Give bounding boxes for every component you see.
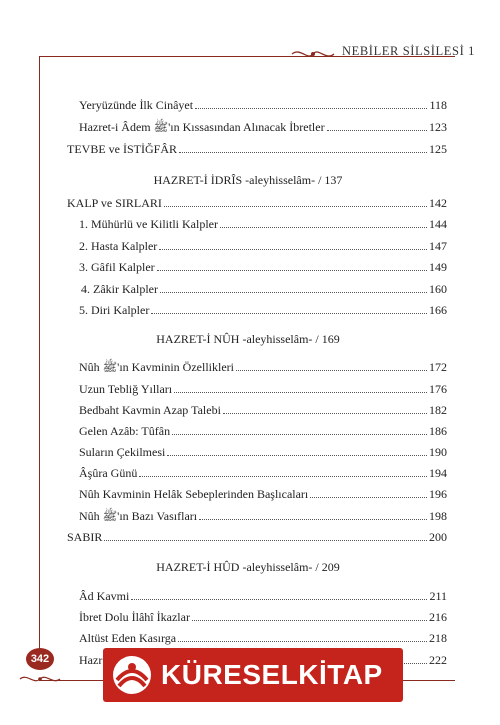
toc-entry[interactable]: Bedbaht Kavmin Azap Talebi 182 — [79, 403, 447, 417]
ornament-icon — [290, 47, 336, 61]
toc-entry[interactable]: 2. Hasta Kalpler 147 — [79, 239, 447, 253]
toc-entry[interactable]: 5. Diri Kalpler 166 — [79, 303, 447, 317]
section-heading: HAZRET-İ İDRÎS -aleyhisselâm- / 137 — [153, 173, 343, 187]
toc-entry[interactable]: Nûh Kavminin Helâk Sebeplerinden Başlıcaları 196 — [79, 487, 447, 501]
toc-entry[interactable]: 1. Mühürlü ve Kilitli Kalpler 144 — [79, 217, 447, 231]
toc-entry[interactable]: SABIR 200 — [67, 530, 447, 544]
toc-entry[interactable]: Suların Çekilmesi 190 — [79, 445, 447, 459]
globe-logo-icon — [113, 656, 151, 694]
watermark-text: KÜRESELKİTAP — [161, 659, 383, 690]
toc-entry[interactable]: İbret Dolu İlâhî İkazlar 216 — [79, 610, 447, 624]
toc-entry[interactable]: Gelen Azâb: Tûfân 186 — [79, 424, 447, 438]
toc-entry[interactable]: KALP ve SIRLARI 142 — [67, 196, 447, 210]
toc-entry[interactable]: TEVBE ve İSTİĞFÂR 125 — [67, 142, 447, 156]
toc-entry[interactable]: Nûh ﷺ'ın Bazı Vasıfları 198 — [79, 509, 447, 523]
watermark-banner — [103, 648, 403, 702]
page-number-badge: 342 — [26, 648, 54, 670]
section-heading: HAZRET-İ NÛH -aleyhisselâm- / 169 — [156, 332, 340, 346]
toc-entry[interactable]: Altüst Eden Kasırga 218 — [79, 631, 447, 645]
toc-entry[interactable]: 4. Zâkir Kalpler 160 — [81, 282, 447, 296]
toc-entry[interactable]: Âşûra Günü 194 — [79, 466, 447, 480]
toc-entry[interactable]: Nûh ﷺ'ın Kavminin Özellikleri 172 — [79, 360, 447, 374]
toc-entry[interactable]: Hazret-i Âdem ﷺ'ın Kıssasından Alınacak İbretler 123 — [79, 120, 447, 134]
toc-entry[interactable]: Hazr 222 — [79, 653, 447, 667]
toc-entry[interactable]: Yeryüzünde İlk Cinâyet 118 — [79, 98, 447, 112]
toc-entry[interactable]: Âd Kavmi 211 — [79, 589, 447, 603]
section-heading: HAZRET-İ HÛD -aleyhisselâm- / 209 — [156, 560, 340, 574]
toc-entry[interactable]: Uzun Tebliğ Yılları 176 — [79, 382, 447, 396]
ornament-icon — [18, 672, 62, 686]
toc-entry[interactable]: 3. Gâfil Kalpler 149 — [79, 260, 447, 274]
series-title: NEBİLER SİLSİLESİ 1 — [342, 44, 475, 58]
